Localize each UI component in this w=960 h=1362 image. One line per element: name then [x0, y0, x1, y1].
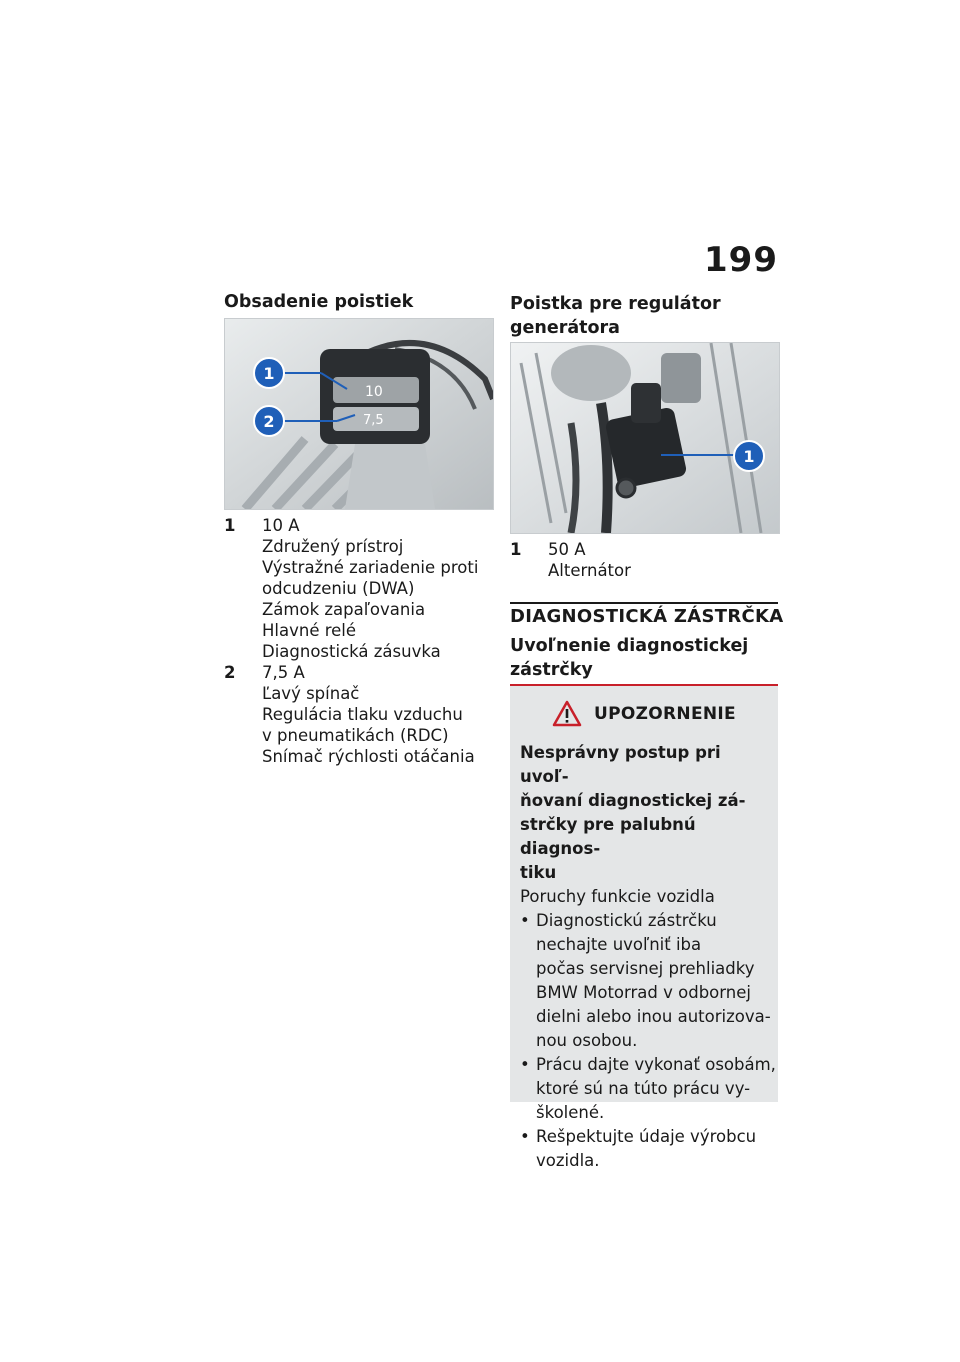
item-number: 1: [510, 540, 522, 559]
item-line: 50 A: [548, 540, 586, 559]
callout-1-marker: [254, 358, 284, 388]
warning-triangle-icon: [552, 700, 582, 727]
fuse-label-7-5: 7,5: [363, 413, 384, 428]
regulator-fuse-illustration: [511, 343, 779, 533]
heading-line: zástrčky: [510, 660, 593, 680]
heading-line: Poistka pre regulátor: [510, 294, 721, 314]
regulator-fuse-photo: [510, 342, 780, 534]
fuse-box-photo: [224, 318, 494, 510]
callout-1-marker: [734, 441, 764, 471]
section-divider: [510, 602, 778, 604]
diagnostic-plug-subheading: [510, 634, 748, 682]
item-line: Alternátor: [548, 561, 631, 580]
fuse-assignment-heading: Obsadenie poistiek: [224, 292, 414, 312]
heading-line: generátora: [510, 318, 620, 338]
callout-2-marker: [254, 406, 284, 436]
item-line: Snímač rýchlosti otáčania: [262, 747, 475, 766]
warning-label: UPOZORNENIE: [594, 703, 736, 724]
fuse-box-illustration: [225, 319, 493, 509]
item-line: Združený prístroj: [262, 537, 404, 556]
warning-title: Nesprávny postup pri uvoľ- ňovaní diagnostickej zá- strčky pre palubnú diagnos- tiku: [520, 743, 746, 882]
svg-text:2: 2: [263, 412, 275, 431]
item-line: 10 A: [262, 516, 300, 535]
page-number: 199: [704, 240, 778, 280]
item-line: Hlavné relé: [262, 621, 357, 640]
item-line: 7,5 A: [262, 663, 305, 682]
heading-line: Uvoľnenie diagnostickej: [510, 636, 749, 656]
fuse-label-10: 10: [365, 384, 383, 400]
warning-bullet: • Rešpektujte údaje výrobcu vozidla.: [520, 1127, 757, 1170]
item-line: v pneumatikách (RDC): [262, 726, 449, 745]
regulator-fuse-heading: [510, 292, 721, 340]
item-line: Zámok zapaľovania: [262, 600, 426, 619]
list-item: [224, 515, 484, 662]
item-line: Výstražné zariadenie proti: [262, 558, 479, 577]
warning-box: [510, 686, 778, 1170]
item-line: odcudzeniu (DWA): [262, 579, 415, 598]
fuse-list: [224, 515, 484, 767]
regulator-fuse-list: [510, 539, 770, 581]
warning-consequence: Poruchy funkcie vozidla: [520, 887, 715, 906]
svg-text:1: 1: [263, 364, 275, 383]
warning-bullet: • Prácu dajte vykonať osobám, ktoré sú na túto prácu vy- školené.: [520, 1055, 776, 1122]
svg-text:1: 1: [743, 447, 755, 466]
item-line: Regulácia tlaku vzduchu: [262, 705, 463, 724]
section-title: DIAGNOSTICKÁ ZÁSTRČKA: [510, 606, 784, 627]
item-line: Diagnostická zásuvka: [262, 642, 441, 661]
item-line: Ľavý spínač: [262, 684, 360, 703]
warning-bullet: • Diagnostickú zástrčku nechajte uvoľniť iba počas servisnej prehliadky BMW Motorrad v odbornej dielni alebo inou autorizova- nou osobou.: [520, 911, 771, 1050]
list-item: [510, 539, 770, 581]
list-item: [224, 662, 484, 767]
item-number: 2: [224, 663, 236, 682]
item-number: 1: [224, 516, 236, 535]
